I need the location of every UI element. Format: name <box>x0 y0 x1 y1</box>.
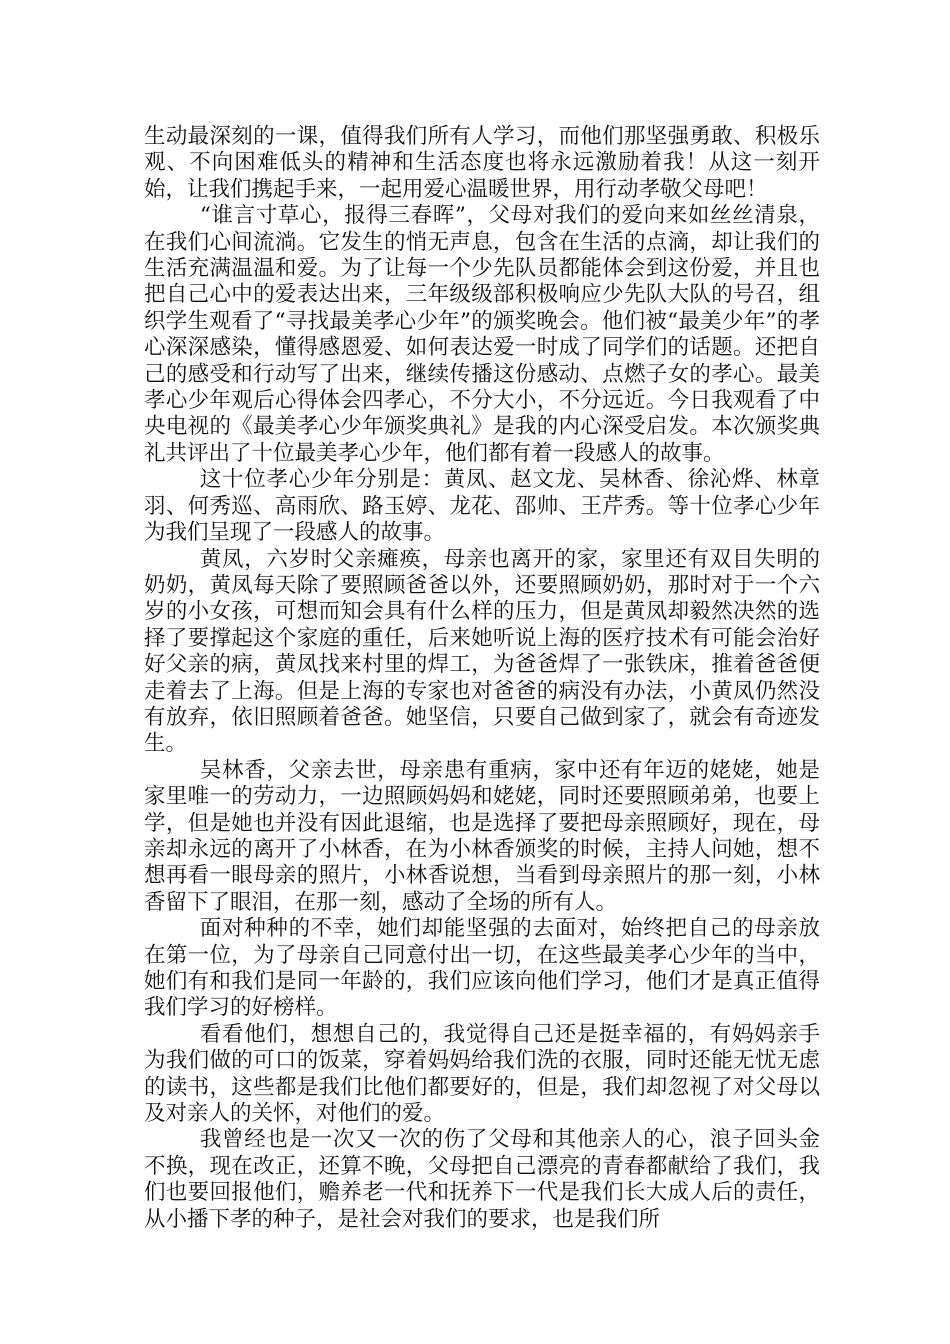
paragraph-wu-linxiang: 吴林香，父亲去世，母亲患有重病，家中还有年迈的姥姥，她是家里唯一的劳动力，一边照顾妈妈和姥姥，同时还要照顾弟弟，也要上学，但是她也并没有因此退缩，也是选择了要把母亲照顾好，现在，母亲却永远的离开了小林香，在为小林香颁奖的时候，主持人问她，想不想再看一眼母亲的照片，小林香说想，当看到母亲照片的那一刻，小林香留下了眼泪，在那一刻，感动了全场的所有人。 <box>144 757 820 915</box>
paragraph-facing-misfortune: 面对种种的不幸，她们却能坚强的去面对，始终把自己的母亲放在第一位，为了母亲自己同意付出一切，在这些最美孝心少年的当中，她们有和我们是同一年龄的，我们应该向他们学习，他们才是真正值得我们学习的好榜样。 <box>144 916 820 1021</box>
paragraph-huang-feng: 黄凤，六岁时父亲瘫痪，母亲也离开的家，家里还有双目失明的奶奶，黄凤每天除了要照顾爸爸以外，还要照顾奶奶，那时对于一个六岁的小女孩，可想而知会具有什么样的压力，但是黄凤却毅然决然的选择了要撑起这个家庭的重任，后来她听说上海的医疗技术有可能会治好好父亲的病，黄凤找来村里的焊工，为爸爸焊了一张铁床，推着爸爸便走着去了上海。但是上海的专家也对爸爸的病没有办法，小黄凤仍然没有放弃，依旧照顾着爸爸。她坚信，只要自己做到家了，就会有奇迹发生。 <box>144 546 820 757</box>
paragraph-resolution: 我曾经也是一次又一次的伤了父母和其他亲人的心，浪子回头金不换，现在改正，还算不晚，父母把自己漂亮的青春都献给了我们，我们也要回报他们，赡养老一代和抚养下一代是我们长大成人后的责任，从小播下孝的种子，是社会对我们的要求，也是我们所 <box>144 1127 820 1232</box>
paragraph-continuation: 生动最深刻的一课，值得我们所有人学习，而他们那坚强勇敢、积极乐观、不向困难低头的精神和生活态度也将永远激励着我！从这一刻开始，让我们携起手来，一起用爱心温暖世界，用行动孝敬父母吧！ <box>144 124 820 202</box>
paragraph-quote-intro: “谁言寸草心，报得三春晖”，父母对我们的爱向来如丝丝清泉，在我们心间流淌。它发生的悄无声息，包含在生活的点滴，却让我们的生活充满温温和爱。为了让每一个少先队员都能体会到这份爱，并且也把自己心中的爱表达出来，三年级级部积极响应少先队大队的号召，组织学生观看了“寻找最美孝心少年”的颁奖晚会。他们被“最美少年”的孝心深深感染，懂得感恩爱、如何表达爱一时成了同学们的话题。还把自己的感受和行动写了出来，继续传播这份感动、点燃子女的孝心。最美孝心少年观后心得体会四孝心，不分大小，不分远近。今日我观看了中央电视的《最美孝心少年颁奖典礼》是我的内心深受启发。本次颁奖典礼共评出了十位最美孝心少年，他们都有着一段感人的故事。 <box>144 203 820 466</box>
document-body <box>144 124 820 1233</box>
paragraph-reflection: 看看他们，想想自己的，我觉得自己还是挺幸福的，有妈妈亲手为我们做的可口的饭菜，穿着妈妈给我们洗的衣服，同时还能无忧无虑的读书，这些都是我们比他们都要好的，但是，我们却忽视了对父母以及对亲人的关怀，对他们的爱。 <box>144 1021 820 1127</box>
paragraph-ten-youths: 这十位孝心少年分别是：黄凤、赵文龙、吴林香、徐沁烨、林章羽、何秀巡、高雨欣、路玉婷、龙花、邵帅、王芹秀。等十位孝心少年为我们呈现了一段感人的故事。 <box>144 467 820 546</box>
